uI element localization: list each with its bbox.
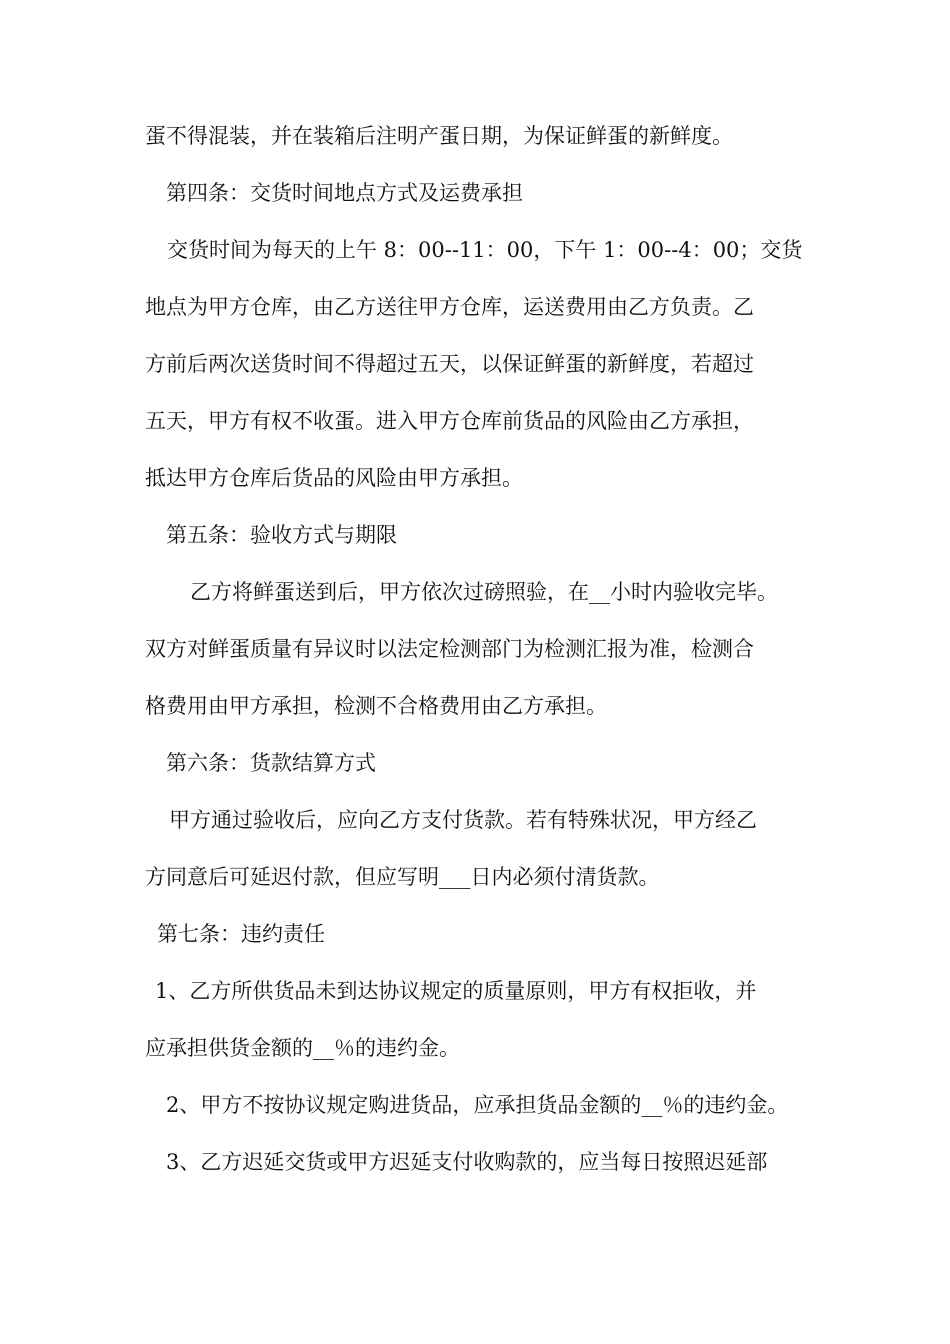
clause-2: 2、甲方不按协议规定购进货品，应承担货品金额的__％的违约金。 bbox=[166, 1093, 789, 1117]
section-heading-6: 第六条：货款结算方式 bbox=[166, 751, 376, 775]
body-line-4: 方前后两次送货时间不得超过五天，以保证鲜蛋的新鲜度，若超过 bbox=[145, 352, 754, 376]
body-line-11: 方同意后可延迟付款，但应写明___日内必须付清货款。 bbox=[145, 865, 660, 889]
body-line-8: 双方对鲜蛋质量有异议时以法定检测部门为检测汇报为准，检测合 bbox=[145, 637, 754, 661]
section-heading-4: 第四条：交货时间地点方式及运费承担 bbox=[166, 181, 523, 205]
body-line-6: 抵达甲方仓库后货品的风险由甲方承担。 bbox=[145, 466, 523, 490]
clause-1-line-1: 1、乙方所供货品未到达协议规定的质量原则，甲方有权拒收，并 bbox=[155, 979, 757, 1003]
clause-3-line-1: 3、乙方迟延交货或甲方迟延支付收购款的，应当每日按照迟延部 bbox=[166, 1150, 768, 1174]
section-heading-7: 第七条：违约责任 bbox=[157, 922, 325, 946]
section-heading-5: 第五条：验收方式与期限 bbox=[166, 523, 397, 547]
body-line-3: 地点为甲方仓库，由乙方送往甲方仓库，运送费用由乙方负责。乙 bbox=[145, 295, 754, 319]
body-line-1: 蛋不得混装，并在装箱后注明产蛋日期，为保证鲜蛋的新鲜度。 bbox=[145, 124, 733, 148]
body-line-10: 甲方通过验收后，应向乙方支付货款。若有特殊状况，甲方经乙 bbox=[169, 808, 757, 832]
clause-1-line-2: 应承担供货金额的__％的违约金。 bbox=[145, 1036, 460, 1060]
body-line-7: 乙方将鲜蛋送到后，甲方依次过磅照验，在__小时内验收完毕。 bbox=[190, 580, 778, 604]
body-line-5: 五天，甲方有权不收蛋。进入甲方仓库前货品的风险由乙方承担， bbox=[145, 409, 754, 433]
body-line-2: 交货时间为每天的上午 8：00--11：00，下午 1：00--4：00；交货 bbox=[167, 238, 803, 262]
body-line-9: 格费用由甲方承担，检测不合格费用由乙方承担。 bbox=[145, 694, 607, 718]
